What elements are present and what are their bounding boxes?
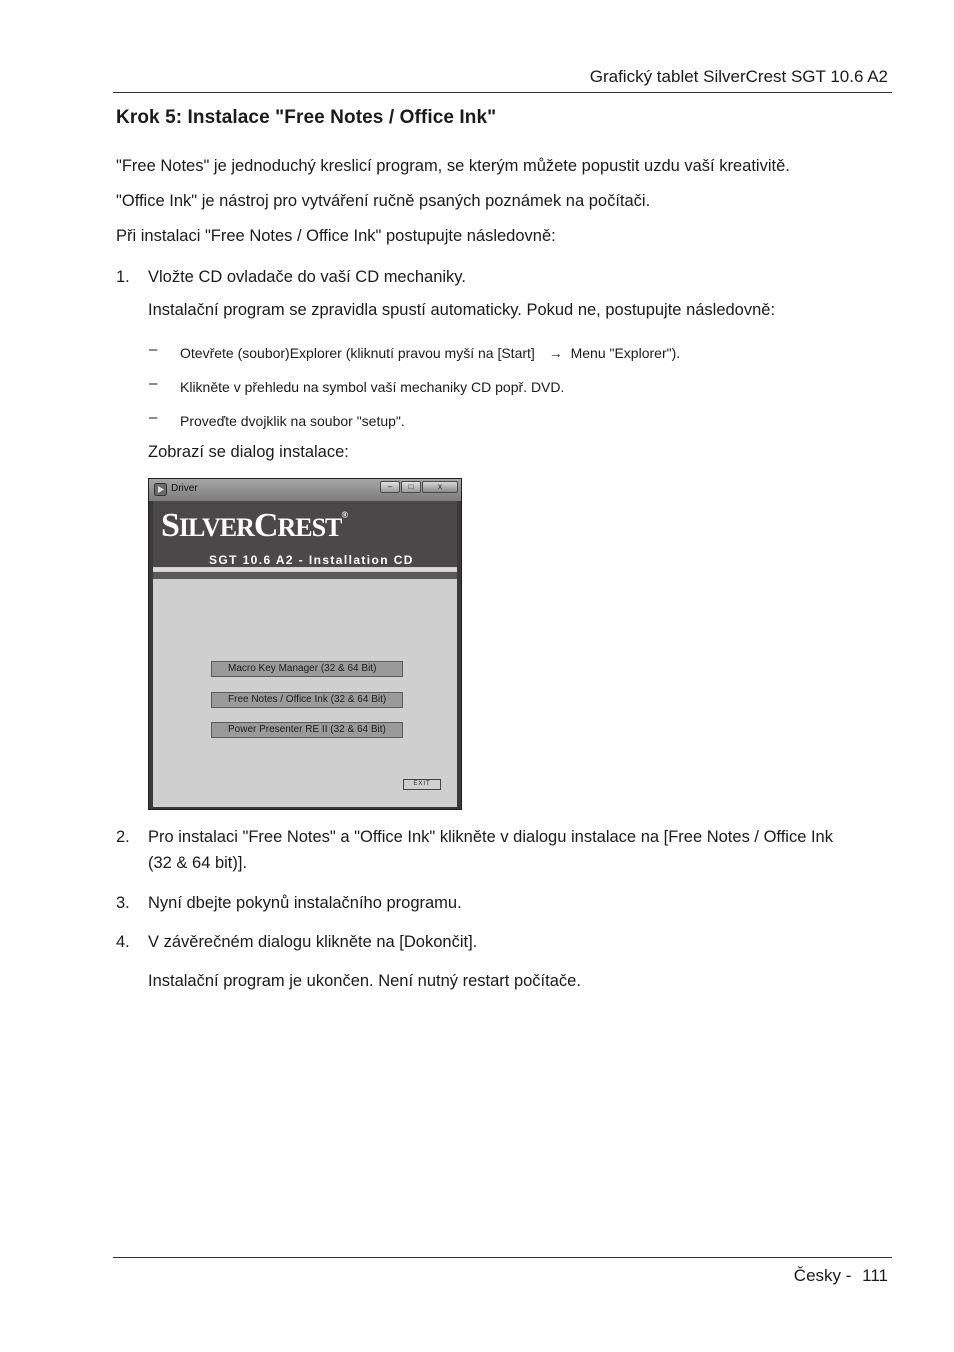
dialog-title: Driver — [171, 483, 198, 494]
step-1-text: Vložte CD ovladače do vaší CD mechaniky. — [148, 268, 466, 286]
bullet-dash-3: – — [149, 409, 158, 426]
close-button[interactable]: x — [422, 481, 458, 493]
step-1-number: 1. — [116, 268, 130, 286]
bullet-1-text — [180, 345, 680, 361]
step-4-subtext: Instalační program je ukončen. Není nutný restart počítače. — [148, 972, 581, 990]
bullet-1-text-a: Otevřete (soubor)Explorer (kliknutí pravou myší na [Start] — [180, 345, 535, 361]
section-title: Krok 5: Instalace "Free Notes / Office Ink" — [116, 107, 497, 128]
bullet-3-text: Proveďte dvojklik na soubor "setup". — [180, 413, 405, 429]
macro-key-manager-button[interactable]: Macro Key Manager (32 & 64 Bit) — [211, 661, 403, 677]
banner-stripe-light — [153, 568, 457, 571]
intro-paragraph-2: "Office Ink" je nástroj pro vytváření ručně psaných poznámek na počítači. — [116, 192, 651, 210]
bullet-2-text: Klikněte v přehledu na symbol vaší mechaniky CD popř. DVD. — [180, 379, 565, 395]
dialog-titlebar — [149, 479, 461, 501]
step-4-number: 4. — [116, 933, 130, 951]
header-rule — [113, 92, 892, 93]
intro-paragraph-3: Při instalaci "Free Notes / Office Ink" postupujte následovně: — [116, 227, 556, 245]
maximize-button[interactable]: □ — [401, 481, 421, 493]
installer-dialog — [148, 478, 462, 810]
power-presenter-button[interactable]: Power Presenter RE II (32 & 64 Bit) — [211, 722, 403, 738]
step-1-subtext: Instalační program se zpravidla spustí automaticky. Pokud ne, postupujte následovně: — [148, 301, 776, 319]
footer-language: Česky - — [793, 1266, 852, 1285]
step-3-number: 3. — [116, 894, 130, 912]
intro-paragraph-1: "Free Notes" je jednoduchý kreslicí program, se kterým můžete popustit uzdu vaší kreativitě. — [116, 157, 790, 175]
app-icon — [154, 483, 167, 496]
step-2-text-line-2: (32 & 64 bit)]. — [148, 854, 248, 872]
page-number: 111 — [862, 1266, 888, 1285]
bullet-dash-2: – — [149, 375, 158, 392]
step-2-number: 2. — [116, 828, 130, 846]
dialog-body — [153, 501, 457, 807]
step-2-text-line-1: Pro instalaci "Free Notes" a "Office Ink" klikněte v dialogu instalace na [Free Notes / Office Ink — [148, 828, 833, 846]
silvercrest-logo: SILVERCREST® — [161, 507, 348, 544]
footer-rule — [113, 1257, 892, 1258]
logo-banner — [153, 501, 457, 553]
bullet-dash-1: – — [149, 341, 158, 358]
minimize-button[interactable]: – — [380, 481, 400, 493]
arrow-right-icon: → — [548, 345, 563, 361]
step-4-text: V závěrečném dialogu klikněte na [Dokončit]. — [148, 933, 478, 951]
bullet-1-text-b: Menu "Explorer"). — [570, 345, 681, 361]
banner-stripe-dark — [153, 572, 457, 579]
installation-subtitle: SGT 10.6 A2 - Installation CD — [153, 553, 457, 567]
dialog-caption: Zobrazí se dialog instalace: — [148, 443, 349, 461]
step-3-text: Nyní dbejte pokynů instalačního programu. — [148, 894, 462, 912]
free-notes-office-ink-button[interactable]: Free Notes / Office Ink (32 & 64 Bit) — [211, 692, 403, 708]
exit-button[interactable]: EXIT — [403, 779, 441, 790]
running-header: Grafický tablet SilverCrest SGT 10.6 A2 — [589, 67, 888, 86]
page-footer — [794, 1266, 888, 1286]
